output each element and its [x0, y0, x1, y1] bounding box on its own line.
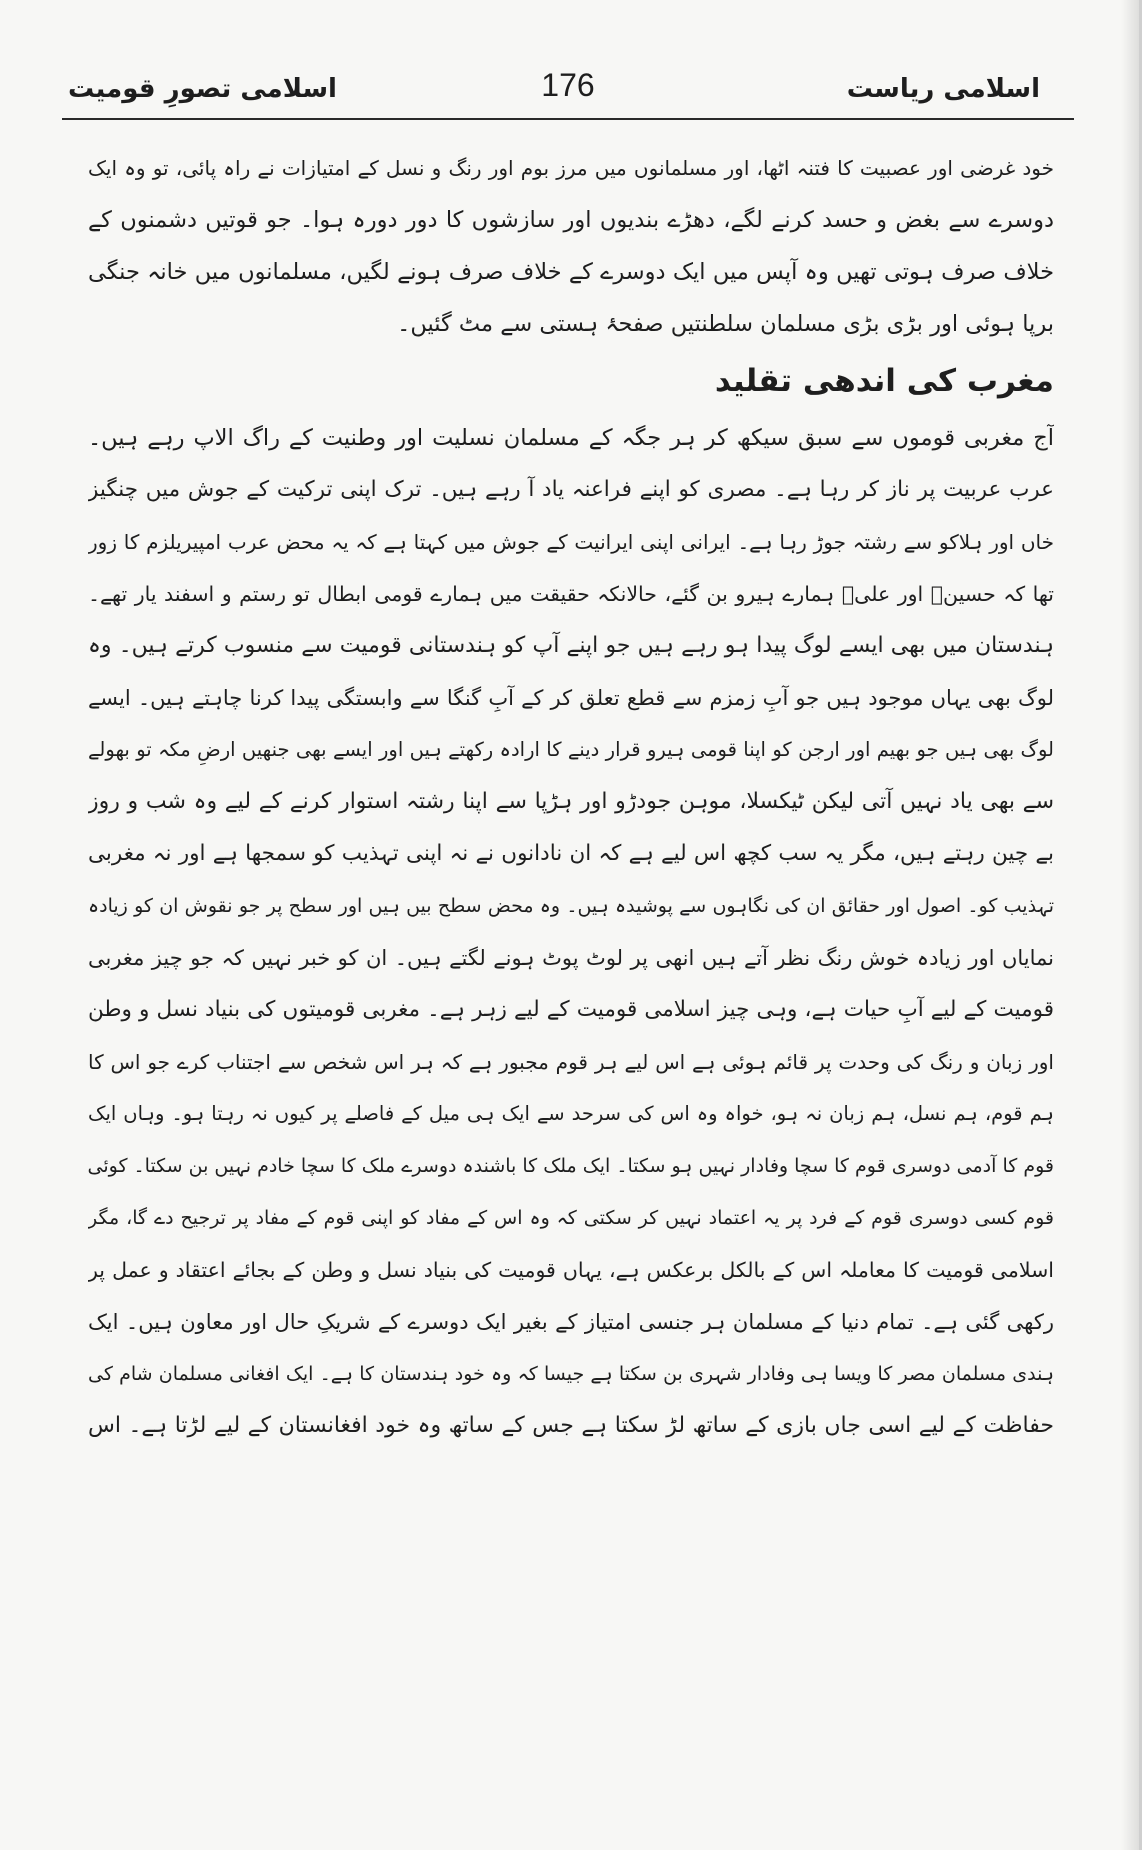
- text-line: تہذیب کو۔ اصول اور حقائق ان کی نگاہوں سے پوشیدہ ہیں۔ وہ محض سطح بیں ہیں اور سطح پر جو نقوش ان کو زیادہ: [88, 895, 1054, 917]
- text-line: قوم کسی دوسری قوم کے فرد پر یہ اعتماد نہیں کر سکتی کہ وہ اس کے مفاد کو اپنی قوم کے مفاد پر ترجیح دے گا، مگر: [88, 1207, 1054, 1229]
- text-line: رکھی گئی ہے۔ تمام دنیا کے مسلمان ہر جنسی امتیاز کے بغیر ایک دوسرے کے شریکِ حال اور معاون ہیں۔ ایک: [88, 1310, 1054, 1334]
- running-title-left: اسلامی تصورِ قومیت: [68, 74, 337, 104]
- section-heading: مغرب کی اندھی تقلید: [714, 363, 1054, 399]
- text-line: اسلامی قومیت کا معاملہ اس کے بالکل برعکس ہے، یہاں قومیت کی بنیاد نسل و وطن کے بجائے اعتقاد و عمل پر: [88, 1258, 1054, 1282]
- text-line: قوم کا آدمی دوسری قوم کا سچا وفادار نہیں ہو سکتا۔ ایک ملک کا باشندہ دوسرے ملک کا سچا خادم نہیں بن سکتا۔ کوئی: [88, 1155, 1054, 1177]
- text-line: نمایاں اور زیادہ خوش رنگ نظر آتے ہیں انھی پر لوٹ پوٹ ہونے لگتے ہیں۔ ان کو خبر نہیں کہ جو چیز مغربی: [88, 946, 1054, 970]
- page-number: 176: [541, 67, 595, 103]
- page-edge-shadow: [1121, 0, 1139, 1850]
- text-line: خود غرضی اور عصبیت کا فتنہ اٹھا، اور مسلمانوں میں مرز بوم اور رنگ و نسل کے امتیازات نے راہ پائی، تو وہ ایک: [88, 156, 1054, 180]
- text-line: لوگ بھی یہاں موجود ہیں جو آبِ زمزم سے قطع تعلق کر کے آبِ گنگا سے وابستگی پیدا کرنا چاہتے ہیں۔ ایسے: [88, 686, 1054, 710]
- text-line: ہم قوم، ہم نسل، ہم زبان نہ ہو، خواہ وہ اس کی سرحد سے ایک ہی میل کے فاصلے پر کیوں نہ رہتا ہو۔ وہاں ایک: [88, 1102, 1054, 1125]
- text-line: قومیت کے لیے آبِ حیات ہے، وہی چیز اسلامی قومیت کے لیے زہر ہے۔ مغربی قومیتوں کی بنیاد نسل و وطن: [88, 997, 1054, 1022]
- text-line: عرب عربیت پر ناز کر رہا ہے۔ مصری کو اپنے فراعنہ یاد آ رہے ہیں۔ ترک اپنی ترکیت کے جوش میں چنگیز: [88, 477, 1054, 502]
- text-line: حفاظت کے لیے اسی جاں بازی کے ساتھ لڑ سکتا ہے جس کے ساتھ وہ خود افغانستان کے لیے لڑتا ہے۔ اس: [88, 1413, 1054, 1438]
- text-line: خاں اور ہلاکو سے رشتہ جوڑ رہا ہے۔ ایرانی اپنی ایرانیت کے جوش میں کہتا ہے کہ یہ محض عرب امپیریلزم کا زور: [88, 530, 1054, 554]
- text-line: برپا ہوئی اور بڑی بڑی مسلمان سلطنتیں صفحۂ ہستی سے مٹ گئیں۔: [397, 311, 1054, 337]
- paragraph-1: [88, 142, 1054, 350]
- text-line: تھا کہ حسینؓ اور علیؓ ہمارے ہیرو بن گئے، حالانکہ حقیقت میں ہمارے قومی ابطال تو رستم و اسفند یار تھے۔: [88, 582, 1054, 606]
- text-line: آج مغربی قوموں سے سبق سیکھ کر ہر جگہ کے مسلمان نسلیت اور وطنیت کے راگ الاپ رہے ہیں۔: [88, 425, 1054, 451]
- text-line: سے بھی یاد نہیں آتی لیکن ٹیکسلا، موہن جودڑو اور ہڑپا سے اپنا رشتہ استوار کرنے کے لیے وہ شب و روز: [88, 789, 1054, 814]
- page-header: [62, 60, 1074, 120]
- text-line: ہندستان میں بھی ایسے لوگ پیدا ہو رہے ہیں جو اپنے آپ کو ہندستانی قومیت سے منسوب کرتے ہیں۔ وہ: [88, 633, 1054, 658]
- header-rule: [62, 118, 1074, 120]
- text-line: بے چین رہتے ہیں، مگر یہ سب کچھ اس لیے ہے کہ ان نادانوں نے نہ اپنی تہذیب کو سمجھا ہے اور نہ مغربی: [88, 841, 1054, 866]
- running-title-right: اسلامی ریاست: [846, 74, 1040, 104]
- text-line: لوگ بھی ہیں جو بھیم اور ارجن کو اپنا قومی ہیرو قرار دینے کا ارادہ رکھتے ہیں اور ایسے بھی جنھیں ارضِ مکہ تو بھولے: [88, 738, 1054, 761]
- text-line: اور زبان و رنگ کی وحدت پر قائم ہوئی ہے اس لیے ہر قوم مجبور ہے کہ ہر اس شخص سے اجتناب کرے جو اس کا: [88, 1050, 1054, 1074]
- text-line: دوسرے سے بغض و حسد کرنے لگے، دھڑے بندیوں اور سازشوں کا دور دورہ ہوا۔ جو قوتیں دشمنوں کے: [88, 207, 1054, 233]
- body-text: [88, 142, 1054, 1452]
- text-line: خلاف صرف ہوتی تھیں وہ آپس میں ایک دوسرے کے خلاف صرف ہونے لگیں، مسلمانوں میں خانہ جنگی: [88, 259, 1054, 285]
- text-line: ہندی مسلمان مصر کا ویسا ہی وفادار شہری بن سکتا ہے جیسا کہ وہ خود ہندستان کا ہے۔ ایک افغانی مسلمان شام کی: [88, 1363, 1054, 1385]
- paragraph-2: [88, 412, 1054, 1452]
